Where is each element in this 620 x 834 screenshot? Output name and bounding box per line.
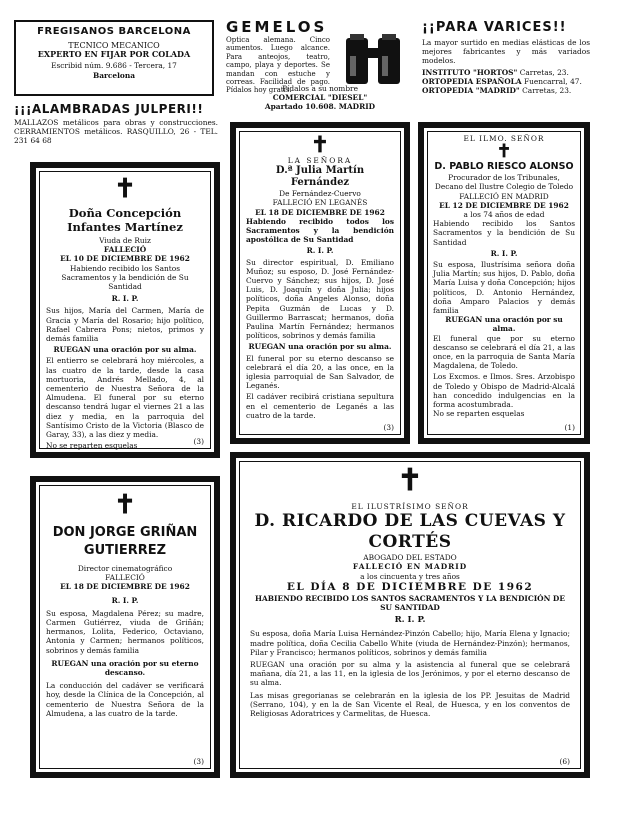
cross-icon: ✝: [496, 141, 512, 163]
age-at-death: a los cincuenta y tres años: [360, 571, 460, 581]
death-status: FALLECIÓ EN MADRID: [352, 562, 468, 572]
age-at-death: a los 74 años de edad: [463, 210, 545, 220]
cross-icon: ✝: [114, 174, 136, 204]
death-date: EL 18 DE DICIEMBRE DE 1962: [255, 207, 385, 217]
burial-details: El cadáver recibirá cristiana sepultura en el cementerio de Leganés a las cuatro de la tarde.: [246, 392, 394, 420]
professional-title: Director cinematográfico: [77, 564, 173, 573]
no-cards-note: No se reparten esquelas: [433, 409, 525, 419]
death-date: EL 10 DE DICIEMBRE DE 1962: [60, 254, 190, 264]
prayer-request: RUEGAN una oración por su alma y la asistencia al funeral que se celebrará mañana, día 21, a las 11, en la iglesia de los Jerónimos, y por el eterno descanso de su alma.: [250, 660, 570, 688]
death-date: EL DÍA 8 DE DICIEMBRE DE 1962: [286, 580, 534, 593]
funeral-details: El funeral que por su eterno descanso se celebrará el día 21, a las once, en la parroquia de Santa María Magdalena, de Toledo.: [433, 333, 575, 371]
reference-number: (6): [559, 756, 570, 766]
ad-gemelos: [226, 18, 414, 110]
ad-barcelona-line-2: EXPERTO EN FIJAR POR COLADA: [37, 49, 191, 60]
shop-name: ORTOPEDIA ESPAÑOLA: [422, 76, 522, 86]
obituary-content: [246, 134, 394, 432]
funeral-details: La conducción del cadáver se verificará hoy, desde la Clínica de la Concepción, al cementerio de Nuestra Señora de la Almudena, a las cuatro de la tarde.: [46, 681, 204, 718]
sacraments-note: HABIENDO RECIBIDO LOS SANTOS SACRAMENTOS Y LA BENDICIÓN DE SU SANTIDAD: [255, 593, 565, 613]
family-list: Su esposa, Magdalena Pérez; su madre, Carmen Gutiérrez, viuda de Griñán; hermanos, Lolita, Federico, Octaviano, Antonia y Carmen; hermanos políticos, sobrinos y demás familia: [46, 608, 204, 655]
ad-alambradas-body: MALLAZOS metálicos para obras y construcciones. CERRAMIENTOS metálicos. RASQUILLO, 26 - TEL. 231 64 68: [14, 118, 218, 146]
cross-icon: ✝: [310, 132, 330, 158]
honorific: EL ILUSTRÍSIMO SEÑOR: [351, 502, 469, 511]
deceased-name: D. RICARDO DE LAS CUEVAS Y CORTÉS: [254, 511, 566, 553]
sacraments-note: Habiendo recibido todos los Sacramentos y la bendición apostólica de Su Santidad: [246, 216, 394, 245]
obituary-infantes: [30, 162, 220, 458]
ad-varices-title: ¡¡PARA VARICES!!: [422, 20, 567, 35]
funeral-details: El entierro se celebrará hoy miércoles, a las cuatro de la tarde, desde la casa mortuoria, Andrés Mellado, 4, al cementerio de Nuestra Señora de la Almudena. El funeral por su eterno descanso tendrá lugar el viernes 21 a las diez y media, en la parroquia del Santísimo Cristo de la Victoria (Blasco de Garay, 33), a las diez y media.: [46, 356, 204, 440]
cross-icon: ✝: [114, 490, 136, 520]
deceased-name: D. PABLO RIESCO ALONSO: [434, 161, 574, 173]
ad-varices-body: La mayor surtido en medias elásticas de los mejores fabricantes y más variados modelos.: [422, 38, 590, 66]
ad-gemelos-company: COMERCIAL "DIESEL": [272, 93, 368, 102]
obituary-content: [46, 174, 204, 451]
ad-varices-shop-2: [422, 77, 590, 86]
cross-icon: ✝: [397, 463, 423, 498]
ad-alambradas: [14, 102, 218, 146]
reference-number: (1): [564, 422, 575, 432]
ad-gemelos-title: GEMELOS: [226, 18, 328, 36]
death-date: EL 12 DE DICIEMBRE DE 1962: [439, 200, 569, 210]
rip: R. I. P.: [394, 615, 426, 626]
deceased-name: D.ª Julia Martín Fernández: [275, 165, 365, 189]
shop-address: Carretas, 23.: [522, 86, 572, 96]
death-date: EL 18 DE DICIEMBRE DE 1962: [60, 582, 190, 592]
reference-number: (3): [383, 422, 394, 432]
ad-barcelona: [14, 20, 214, 96]
deceased-name: DON JORGE GRIÑAN GUTIERREZ: [52, 525, 198, 558]
honorific: LA SEÑORA: [287, 156, 353, 165]
obituary-content: [250, 463, 570, 766]
widow-of: De Fernández-Cuervo: [279, 189, 361, 199]
widow-of: Viuda de Ruiz: [99, 236, 151, 245]
no-cards-note: No se reparten esquelas: [46, 441, 138, 451]
death-status: FALLECIÓ: [103, 245, 147, 255]
prayer-request: RUEGAN una oración por su eterno descanso.: [51, 658, 199, 678]
ad-barcelona-title: FREGISANOS BARCELONA: [37, 26, 191, 37]
ad-barcelona-line-1: TECNICO MECANICO: [68, 41, 160, 50]
binoculars-illustration: [340, 32, 406, 90]
shop-name: INSTITUTO "HORTOS": [422, 67, 518, 77]
sacraments-note: Habiendo recibido los Santos Sacramentos y la bendición de Su Santidad: [61, 263, 189, 292]
obituary-content: [46, 492, 204, 766]
ad-varices-shop-1: [422, 68, 590, 77]
family-list: Su director espiritual, D. Emiliano Muñoz; su esposo, D. José Fernández-Cuervo y Sánchez; sus hijos, D. José Luis, D. Joaquín y doña Julia; hijos políticos, doña Angeles Alonso, doña Pepita Guzmán de Lucas y D. Guillermo Barrascat; hermanos, doña Paulina Martín Fernández; hermanos políticos, sobrinos y demás familia: [246, 257, 394, 341]
reference-number: (3): [193, 756, 204, 766]
obituary-martin: [230, 122, 410, 444]
prayer-request: RUEGAN una oración por su alma.: [445, 315, 563, 334]
death-status: FALLECIÓ: [105, 573, 145, 583]
honorific: EL ILMO. SEÑOR: [463, 134, 545, 143]
ad-varices: [422, 20, 590, 110]
obituary-cuevas: [230, 452, 590, 778]
family-list: Su esposa, Ilustrísima señora doña Julia Martín; sus hijos, D. Pablo, doña María Luisa y doña Concepción; hijos políticos, D. Antonio Hernández, doña Amparo Palacios y demás familia: [433, 260, 575, 316]
death-status: FALLECIÓ EN LEGANÉS: [272, 198, 368, 208]
sacraments-note: Habiendo recibido los Santos Sacramentos y la bendición de Su Santidad: [433, 219, 575, 247]
obituary-riesco: [418, 122, 590, 444]
prayer-request: RUEGAN una oración por su alma.: [53, 345, 197, 355]
funeral-details: El funeral por su eterno descanso se celebrará el día 20, a las once, en la iglesia parroquial de San Salvador, de Leganés.: [246, 353, 394, 391]
indulgence-note: Los Excmos. e Ilmos. Sres. Arzobispo de Toledo y Obispo de Madrid-Alcalá han concedido indulgencias en la forma acostumbrada.: [433, 372, 575, 410]
ad-gemelos-body: Optica alemana. Cinco aumentos. Luego alcance. Para anteojos, teatro, campo, playa y deportes. Se mandan con estuche y correas. Facilidad de pago. Pídalos hoy gratis.: [226, 36, 330, 95]
ad-barcelona-contact: Escribid núm. 9.686 - Tercera, 17: [51, 61, 177, 71]
masses-note: Las misas gregorianas se celebrarán en la iglesia de los PP. Jesuitas de Madrid (Serrano, 104), y en la de San Vicente el Real, de Huesca, y en los conventos de Religiosas Adoratrices y Carmelitas, de Huesca.: [250, 690, 570, 719]
death-status: FALLECIÓ EN MADRID: [459, 191, 549, 201]
ad-gemelos-address: Apartado 10.608. MADRID: [264, 102, 376, 111]
prayer-request: RUEGAN una oración por su alma.: [248, 342, 392, 352]
rip: R. I. P.: [111, 294, 139, 304]
professional-title: ABOGADO DEL ESTADO: [363, 553, 457, 563]
deceased-name: Doña Concepción Infantes Martínez: [67, 206, 183, 234]
shop-name: ORTOPEDIA "MADRID": [422, 86, 520, 96]
ad-alambradas-title: ¡¡¡ALAMBRADAS JULPERI!!: [14, 102, 204, 116]
professional-title: Procurador de los Tribunales, Decano del Ilustre Colegio de Toledo: [434, 173, 574, 192]
family-list: Sus hijos, María del Carmen, María de Gracia y María del Rosario; hijo político, Rafael Cabrera Pons; nietos, primos y demás familia: [46, 306, 204, 344]
reference-number: (3): [193, 436, 204, 446]
rip: R. I. P.: [490, 248, 518, 258]
ad-gemelos-order: Pídalos a su nombre: [282, 84, 358, 93]
shop-address: Fuencarral, 47.: [523, 76, 582, 86]
family-list: Su esposa, doña María Luisa Hernández-Pinzón Cabello; hijo, María Elena y Ignacio; madre política, doña Cecilia Cabello White (viuda de Hernández-Pinzón); hermanos, Pilar y Francisco; hermanos políticos, sobrinos y demás familia: [250, 629, 570, 657]
rip: R. I. P.: [306, 246, 334, 256]
obituary-grinan: [30, 476, 220, 778]
obituary-content: [433, 134, 575, 432]
rip: R. I. P.: [111, 595, 139, 605]
ad-barcelona-city: Barcelona: [92, 70, 136, 80]
ad-varices-shop-3: [422, 86, 590, 95]
shop-address: Carretas, 23.: [519, 67, 569, 77]
